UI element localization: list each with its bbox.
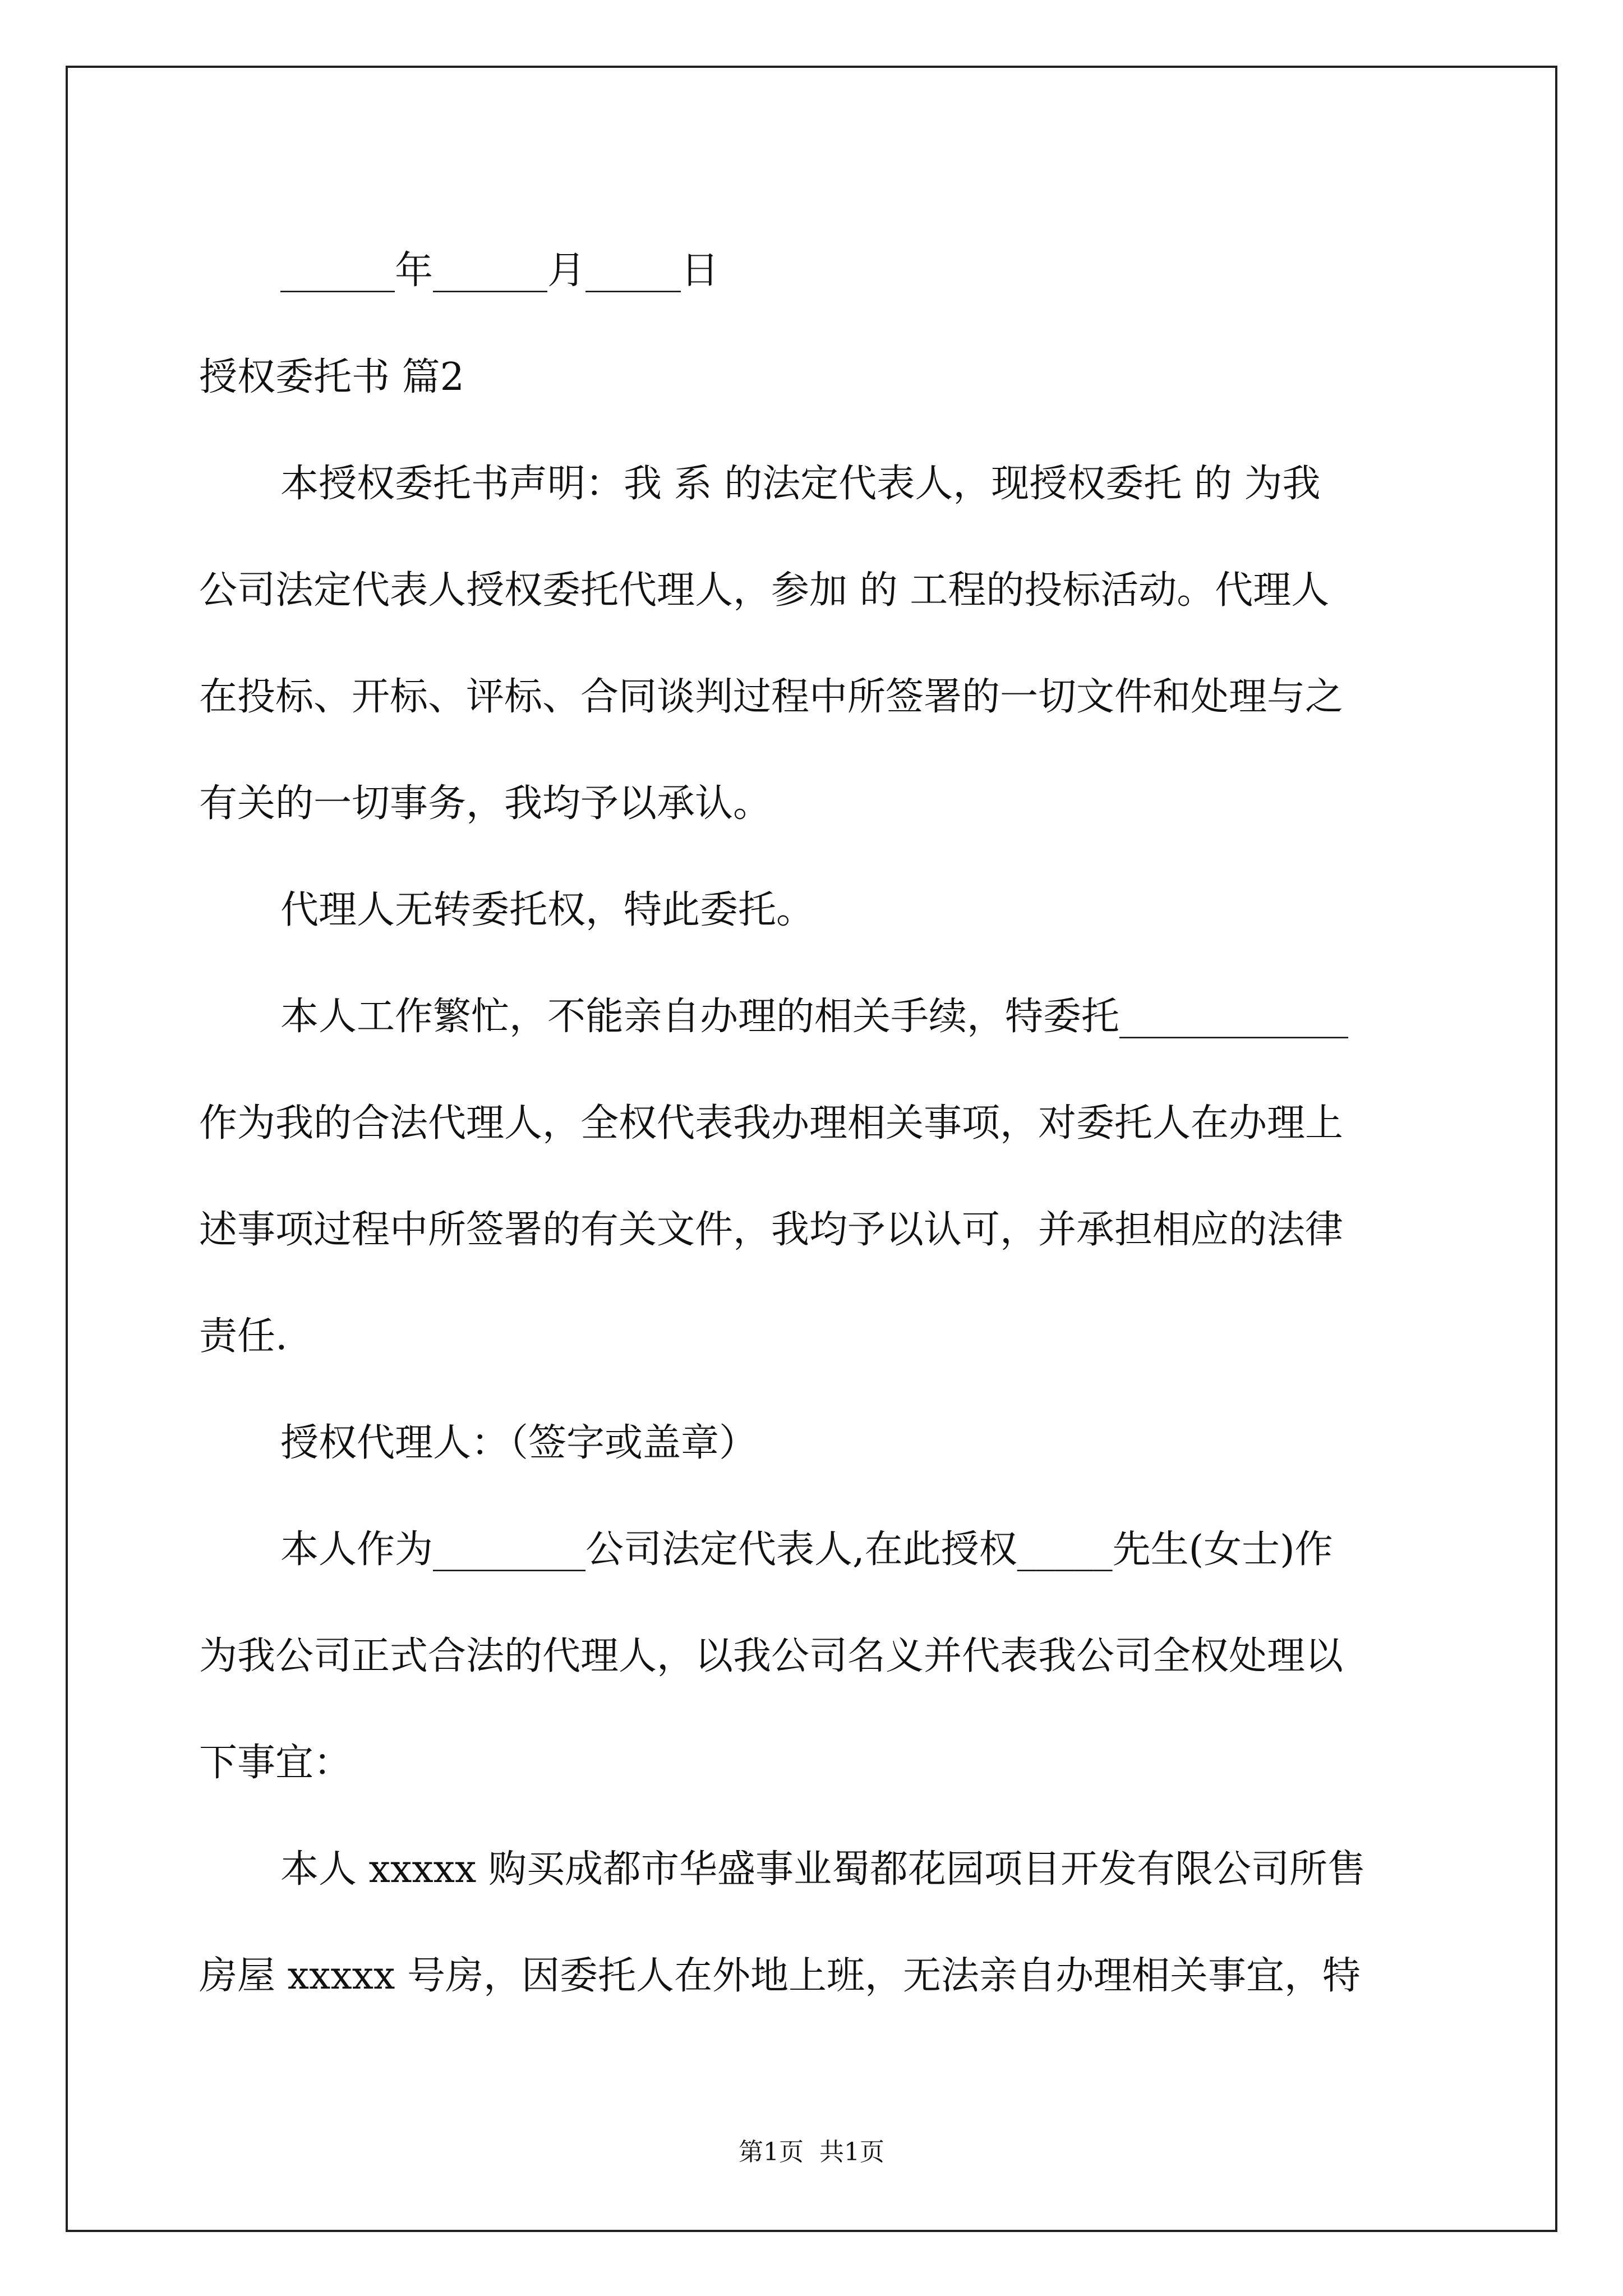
paragraph-line: 述事项过程中所签署的有关文件，我均予以认可，并承担相应的法律 bbox=[199, 1208, 1344, 1252]
paragraph-line: 本人工作繁忙，不能亲自办理的相关手续，特委托____________ bbox=[280, 995, 1349, 1039]
paragraph-line: 代理人无转委托权，特此委托。 bbox=[280, 888, 815, 932]
page-number-footer: 第1页 共1页 bbox=[739, 2138, 884, 2166]
paragraph-line: 有关的一切事务，我均予以承认。 bbox=[199, 781, 772, 826]
paragraph-line: 作为我的合法代理人，全权代表我办理相关事项，对委托人在办理上 bbox=[199, 1101, 1344, 1145]
paragraph-line: 房屋 xxxxx 号房，因委托人在外地上班，无法亲自办理相关事宜，特 bbox=[199, 1954, 1361, 1998]
paragraph-line: 责任. bbox=[199, 1314, 288, 1359]
paragraph-line: 下事宜： bbox=[199, 1741, 352, 1785]
document-body bbox=[199, 218, 1427, 2030]
paragraph-line: 本人 xxxxx 购买成都市华盛事业蜀都花园项目开发有限公司所售 bbox=[280, 1847, 1366, 1892]
paragraph-line: 为我公司正式合法的代理人，以我公司名义并代表我公司全权处理以 bbox=[199, 1634, 1344, 1678]
paragraph-line: 本授权委托书声明：我 系 的法定代表人，现授权委托 的 为我 bbox=[280, 462, 1321, 506]
paragraph-line: 在投标、开标、评标、合同谈判过程中所签署的一切文件和处理与之 bbox=[199, 675, 1344, 719]
paragraph-line: 授权代理人：（签字或盖章） bbox=[280, 1421, 758, 1465]
paragraph-line: 本人作为________公司法定代表人,在此授权_____先生(女士)作 bbox=[280, 1527, 1333, 1572]
date-line: ______年______月_____日 bbox=[280, 249, 720, 293]
paragraph-line: 公司法定代表人授权委托代理人，参加 的 工程的投标活动。代理人 bbox=[199, 568, 1330, 613]
section-title: 授权委托书 篇2 bbox=[199, 355, 464, 399]
